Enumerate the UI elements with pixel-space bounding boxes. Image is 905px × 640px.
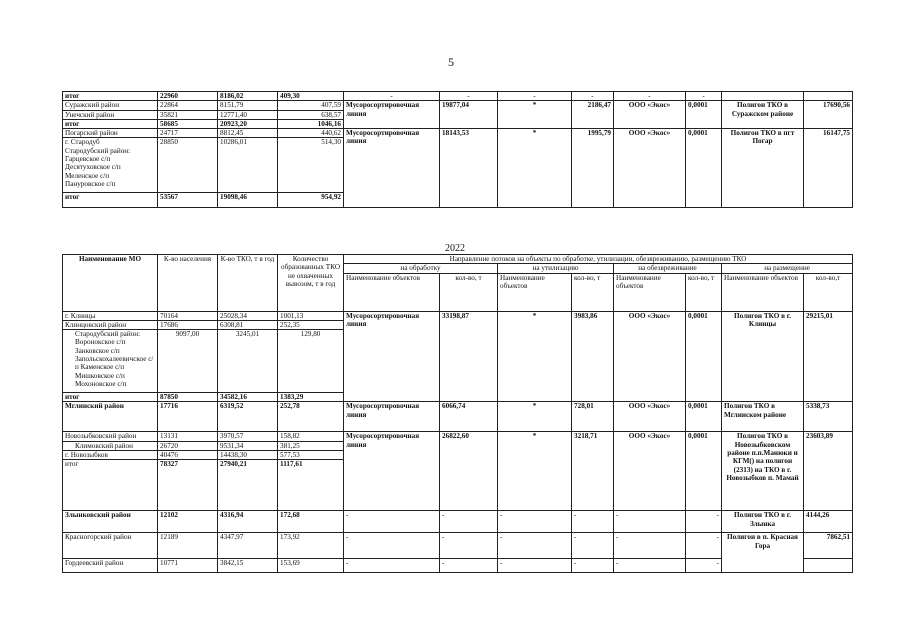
table-cell: г. Стародуб Стародубский район: Гарцевское с/п Десятуховское с/п Меленское с/п Пануровское с/п [63, 138, 158, 193]
table-cell: К-во ТКО, т в год [218, 255, 278, 312]
table-cell: Наименование объектов [614, 273, 686, 311]
table-cell: 409,30 [278, 92, 344, 101]
table-cell: - [440, 92, 498, 101]
year-title: 2022 [445, 243, 465, 254]
table-cell: - [440, 533, 498, 559]
table-cell: 6308,81 [218, 320, 278, 329]
table-cell: Суражский район [63, 101, 158, 110]
table-cell: Мглинский район [63, 402, 158, 432]
table-cell: на размещение [722, 264, 853, 273]
table-cell: 1117,61 [278, 460, 344, 511]
table-cell: ООО «Экос» [614, 311, 686, 402]
table-cell: 0,0001 [686, 402, 722, 432]
table-cell: 1995,79 [572, 129, 614, 208]
table-row [63, 402, 853, 432]
table-cell: 1046,16 [278, 119, 344, 128]
table-cell: * [498, 402, 572, 432]
table-cell: 16147,75 [804, 129, 853, 208]
table-cell: - [498, 92, 572, 101]
table-cell: 17690,56 [804, 101, 853, 129]
table-cell: Полигон ТКО в г. Клинцы [722, 311, 804, 402]
table-cell: Направление потоков на объекты по обработке, утилизации, обезвреживанию, размещению ТКО [344, 255, 853, 264]
table-cell: Наименование объектов [722, 273, 804, 311]
table-cell: 22960 [158, 92, 218, 101]
table-cell: * [498, 432, 572, 511]
main-table [62, 254, 853, 573]
table-cell: на обезвреживание [614, 264, 722, 273]
table-cell: итог [63, 119, 158, 128]
table-cell: - [686, 533, 722, 559]
table-cell: К-во населения [158, 255, 218, 312]
table-cell: 24717 [158, 129, 218, 138]
table-cell: ООО «Экос» [614, 129, 686, 208]
table-cell: - [440, 511, 498, 533]
table-cell: Красногорский район [63, 533, 158, 559]
table-cell: 40476 [158, 450, 218, 459]
table-cell: 440,62 [278, 129, 344, 138]
table-cell: 58685 [158, 119, 218, 128]
table-cell: 25028,34 [218, 311, 278, 320]
table-cell: - [344, 92, 440, 101]
table-cell: Гордеевский район [63, 559, 158, 573]
table-cell [804, 559, 853, 573]
table-cell: кол-во, т [686, 273, 722, 311]
table-cell: - [498, 533, 572, 559]
top-table [62, 91, 853, 208]
table-cell: Наименование объектов [344, 273, 440, 311]
table-cell: Мусоросортировочная линия [344, 402, 440, 432]
table-cell: на обработку [344, 264, 498, 273]
table-cell: г. Клинцы [63, 311, 158, 320]
table-cell: - [614, 92, 686, 101]
table-cell: 14438,30 [218, 450, 278, 459]
table-cell: ООО «Экос» [614, 402, 686, 432]
table-cell: - [572, 92, 614, 101]
table-cell: - [614, 559, 686, 573]
table-cell: - [498, 559, 572, 573]
table-cell: Мусоросортировочная линия [344, 432, 440, 511]
table-cell: 1383,29 [278, 393, 344, 402]
table-cell: 17716 [158, 402, 218, 432]
table-cell: * [498, 311, 572, 402]
table-cell: 954,92 [278, 193, 344, 208]
table-cell: Полигон в п. Красная Гора [722, 533, 804, 573]
table-row [63, 129, 853, 138]
table-cell: 12771,40 [218, 110, 278, 119]
table-cell: 4347,97 [218, 533, 278, 559]
table-cell: 53567 [158, 193, 218, 208]
table-cell: 4144,26 [804, 511, 853, 533]
table-row [63, 101, 853, 110]
table-cell: Климовский район [63, 441, 158, 450]
table-cell: - [572, 559, 614, 573]
page-number: 5 [448, 55, 454, 69]
table-cell: 12102 [158, 511, 218, 533]
table-cell: 173,92 [278, 533, 344, 559]
table-cell: 381,25 [278, 441, 344, 450]
table-cell: 3983,86 [572, 311, 614, 402]
table-cell: итог [63, 92, 158, 101]
table-row [63, 511, 853, 533]
table-cell: Мусоросортировочная линия [344, 101, 440, 129]
table-cell: 10286,01 [218, 138, 278, 193]
table-cell: Злынковский район [63, 511, 158, 533]
table-cell [722, 92, 804, 101]
table-cell: 5338,73 [804, 402, 853, 432]
table-cell: г. Новозыбков [63, 450, 158, 459]
table-cell: 514,30 [278, 138, 344, 193]
table-cell: 153,69 [278, 559, 344, 573]
table-cell: 70164 [158, 311, 218, 320]
table-cell: * [498, 101, 572, 129]
table-cell: 17686 [158, 320, 218, 329]
table-cell: - [344, 533, 440, 559]
table-cell: 158,82 [278, 432, 344, 441]
table-cell: Наименование МО [63, 255, 158, 312]
table-cell: - [344, 511, 440, 533]
table-cell: ООО «Экос» [614, 101, 686, 129]
table-cell: Мусоросортировочная линия [344, 129, 440, 208]
table-cell: 8151,79 [218, 101, 278, 110]
table-cell: 3970,57 [218, 432, 278, 441]
table-cell: 19877,04 [440, 101, 498, 129]
table-cell: 29215,01 [804, 311, 853, 402]
table-cell: Клинцовский район [63, 320, 158, 329]
table-row [63, 92, 853, 101]
table-cell: на утилизацию [498, 264, 614, 273]
table-cell: Наименование объектов [498, 273, 572, 311]
table-cell: 4316,94 [218, 511, 278, 533]
table-cell: Полигон ТКО в Суражском районе [722, 101, 804, 129]
table-cell: 0,0001 [686, 129, 722, 208]
table-cell: 9097,00 [158, 330, 218, 393]
table-row [63, 432, 853, 441]
table-cell: Мусоросортировочная линия [344, 311, 440, 402]
table-cell: 20923,20 [218, 119, 278, 128]
table-cell: 27940,21 [218, 460, 278, 511]
table-cell: - [344, 559, 440, 573]
table-cell: 728,01 [572, 402, 614, 432]
table-cell: - [498, 511, 572, 533]
table-cell: 26720 [158, 441, 218, 450]
table-cell: 22864 [158, 101, 218, 110]
table-cell: 129,80 [278, 330, 344, 393]
table-cell: итог [63, 460, 158, 511]
table-cell: итог [63, 393, 158, 402]
table-cell: 9531,34 [218, 441, 278, 450]
table-row [63, 533, 853, 559]
table-cell: Полигон ТКО в г. Злынка [722, 511, 804, 533]
table-cell: 87850 [158, 393, 218, 402]
table-cell: 7862,51 [804, 533, 853, 559]
table-cell: 3245,01 [218, 330, 278, 393]
table-cell: - [686, 511, 722, 533]
table-cell: 23603,89 [804, 432, 853, 511]
table-cell: 8186,02 [218, 92, 278, 101]
table-cell: - [440, 559, 498, 573]
table-cell: Унечский район [63, 110, 158, 119]
table-cell: 638,57 [278, 110, 344, 119]
table-cell: Погарский район [63, 129, 158, 138]
table-cell: 26822,60 [440, 432, 498, 511]
table-cell: 3842,15 [218, 559, 278, 573]
table-cell: 6066,74 [440, 402, 498, 432]
table-cell: Полигон ТКО в пгт Погар [722, 129, 804, 208]
table-cell: 34582,16 [218, 393, 278, 402]
table-cell: 3218,71 [572, 432, 614, 511]
table-cell: 19098,46 [218, 193, 278, 208]
table-cell: 577,53 [278, 450, 344, 459]
table-cell: 0,0001 [686, 311, 722, 402]
table-cell: 6319,52 [218, 402, 278, 432]
table-cell: - [572, 511, 614, 533]
table-cell: кол-во, т [440, 273, 498, 311]
table-cell: Полигон ТКО в Новозыбковском районе п.п.Манюки и КГМ() на полигон (2313) на ТКО в г. Новозыбков п. Мамай [722, 432, 804, 511]
table-cell: * [498, 129, 572, 208]
table-cell: - [614, 511, 686, 533]
table-cell: - [572, 533, 614, 559]
table-cell: 12189 [158, 533, 218, 559]
table-cell: 1001,13 [278, 311, 344, 320]
table-cell: 78327 [158, 460, 218, 511]
table-cell: 18143,53 [440, 129, 498, 208]
table-cell: Количество образованных ТКО не охваченных вывозом, т в год [278, 255, 344, 312]
table-cell: Полигон ТКО в Мглинском районе [722, 402, 804, 432]
table-cell: Стародубский район: Воронокское с/п Занковское с/п Запольскохалеевичское с/п Каменское с/п Мишковское с/п Мохоновское с/п [63, 330, 158, 393]
table-cell: 13131 [158, 432, 218, 441]
table-cell: 407,59 [278, 101, 344, 110]
table-cell: итог [63, 193, 158, 208]
table-cell: 252,35 [278, 320, 344, 329]
table-cell: 0,0001 [686, 432, 722, 511]
table-cell: - [686, 559, 722, 573]
table-cell: 252,78 [278, 402, 344, 432]
table-cell: кол-во, т [572, 273, 614, 311]
table-cell: - [686, 92, 722, 101]
table-cell: - [614, 533, 686, 559]
table-cell: 33198,87 [440, 311, 498, 402]
table-cell: Новозыбковский район [63, 432, 158, 441]
table-cell [804, 92, 853, 101]
table-cell: 35821 [158, 110, 218, 119]
table-cell: 0,0001 [686, 101, 722, 129]
table-cell: 8812,45 [218, 129, 278, 138]
table-cell: 2186,47 [572, 101, 614, 129]
table-row [63, 311, 853, 320]
table-cell: кол-во,т [804, 273, 853, 311]
table-cell: 10771 [158, 559, 218, 573]
table-cell: ООО «Экос» [614, 432, 686, 511]
header-row [63, 255, 853, 264]
table-cell: 28850 [158, 138, 218, 193]
table-cell: 172,68 [278, 511, 344, 533]
